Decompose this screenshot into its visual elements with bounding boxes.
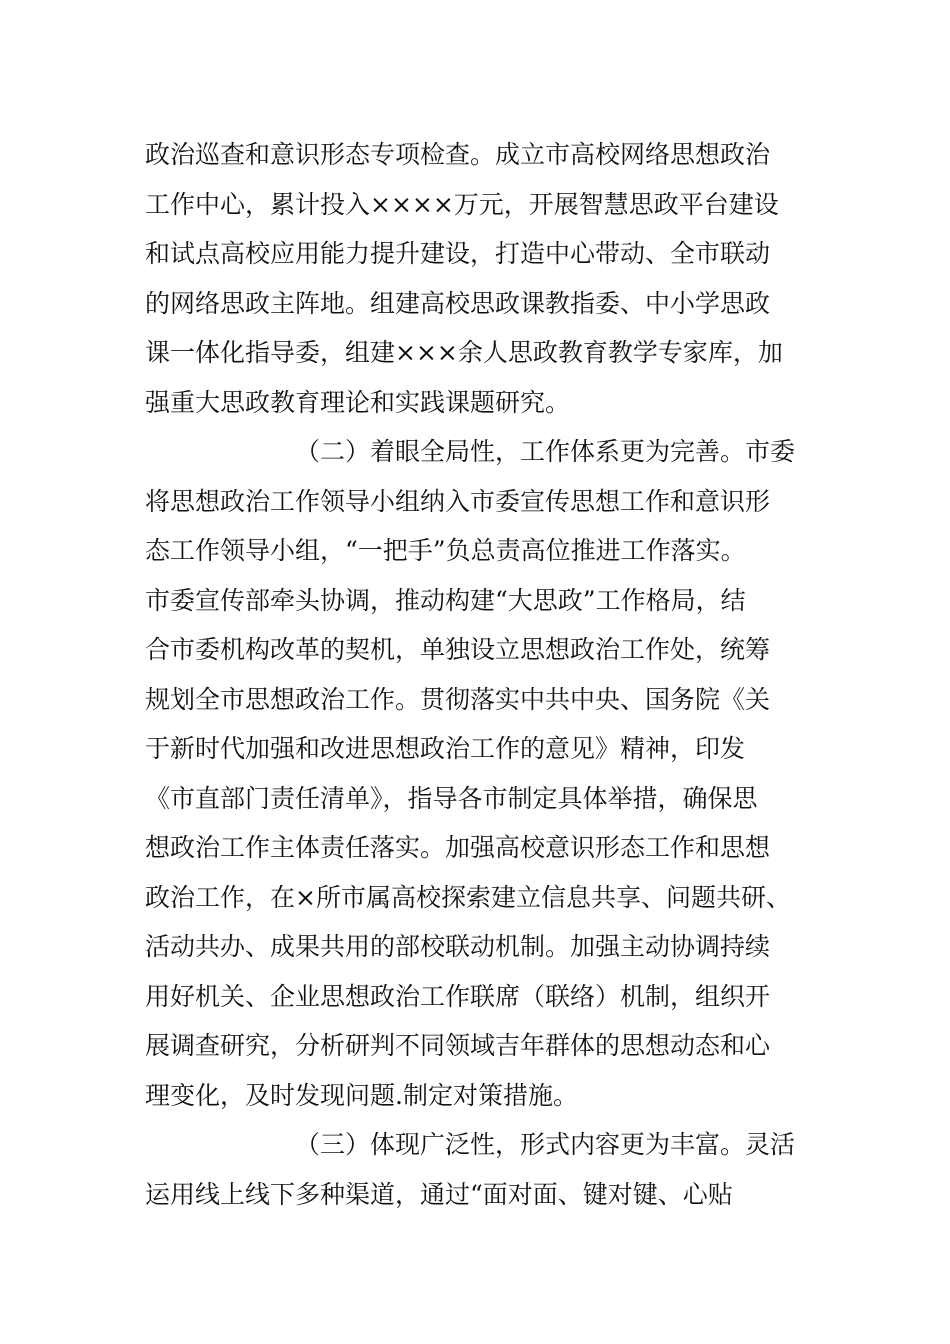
text-line: 规划全市思想政治工作。贯彻落实中共中央、国务院《关 (145, 684, 771, 714)
text-line: 政治工作，在×所市属高校探索建立信息共享、问题共研、 (145, 882, 791, 912)
document-body (145, 130, 805, 1219)
text-line: 合市委机构改革的契机，单独设立思想政治工作处，统筹 (145, 635, 771, 664)
text-line: 和试点高校应用能力提升建设，打造中心带动、全市联动 (145, 239, 771, 268)
text-line: 政治巡查和意识形态专项检查。成立市高校网络思想政治 (145, 140, 771, 169)
section-heading-line: （三）体现广泛性，形式内容更为丰富。灵活 (295, 1130, 796, 1159)
text-line: 展调查研究，分析研判不同领域吉年群体的思想动态和心 (145, 1031, 771, 1060)
text-line: 强重大思政教育理论和实践课题研究。 (145, 387, 571, 417)
text-line: 态工作领导小组，“一把手”负总责高位推进工作落实。 (145, 536, 746, 565)
paragraph-1 (145, 130, 805, 427)
text-line: 工作中心，累计投入××××万元，开展智慧思政平台建设 (145, 189, 779, 219)
text-line: 的网络思政主阵地。组建高校思政课教指委、中小学思政 (145, 288, 771, 318)
section-heading-line: （二）着眼全局性，工作体系更为完善。市委 (295, 437, 796, 466)
text-line: 活动共办、成果共用的部校联动机制。加强主动协调持续 (145, 932, 771, 961)
text-line: 将思想政治工作领导小组纳入市委宣传思想工作和意识形 (145, 486, 771, 516)
text-line: 理变化，及时发现问题.制定对策措施。 (145, 1080, 578, 1110)
text-line: 运用线上线下多种渠道，通过“面对面、键对键、心贴 (145, 1179, 733, 1209)
text-line: 市委宣传部牵头协调，推动构建“大思政”工作格局，结 (145, 585, 746, 615)
paragraph-3 (145, 1120, 805, 1219)
paragraph-2 (145, 427, 805, 1120)
text-line: 《市直部门责任清单》，指导各市制定具体举措，确保思 (145, 783, 758, 813)
text-line: 课一体化指导委，组建×××余人思政教育教学专家库，加 (145, 338, 783, 367)
text-line: 用好机关、企业思想政治工作联席（联络）机制，组织开 (145, 981, 771, 1011)
text-line: 于新时代加强和改进思想政治工作的意见》精神，印发 (145, 734, 746, 763)
text-line: 想政治工作主体责任落实。加强高校意识形态工作和思想 (145, 833, 771, 862)
